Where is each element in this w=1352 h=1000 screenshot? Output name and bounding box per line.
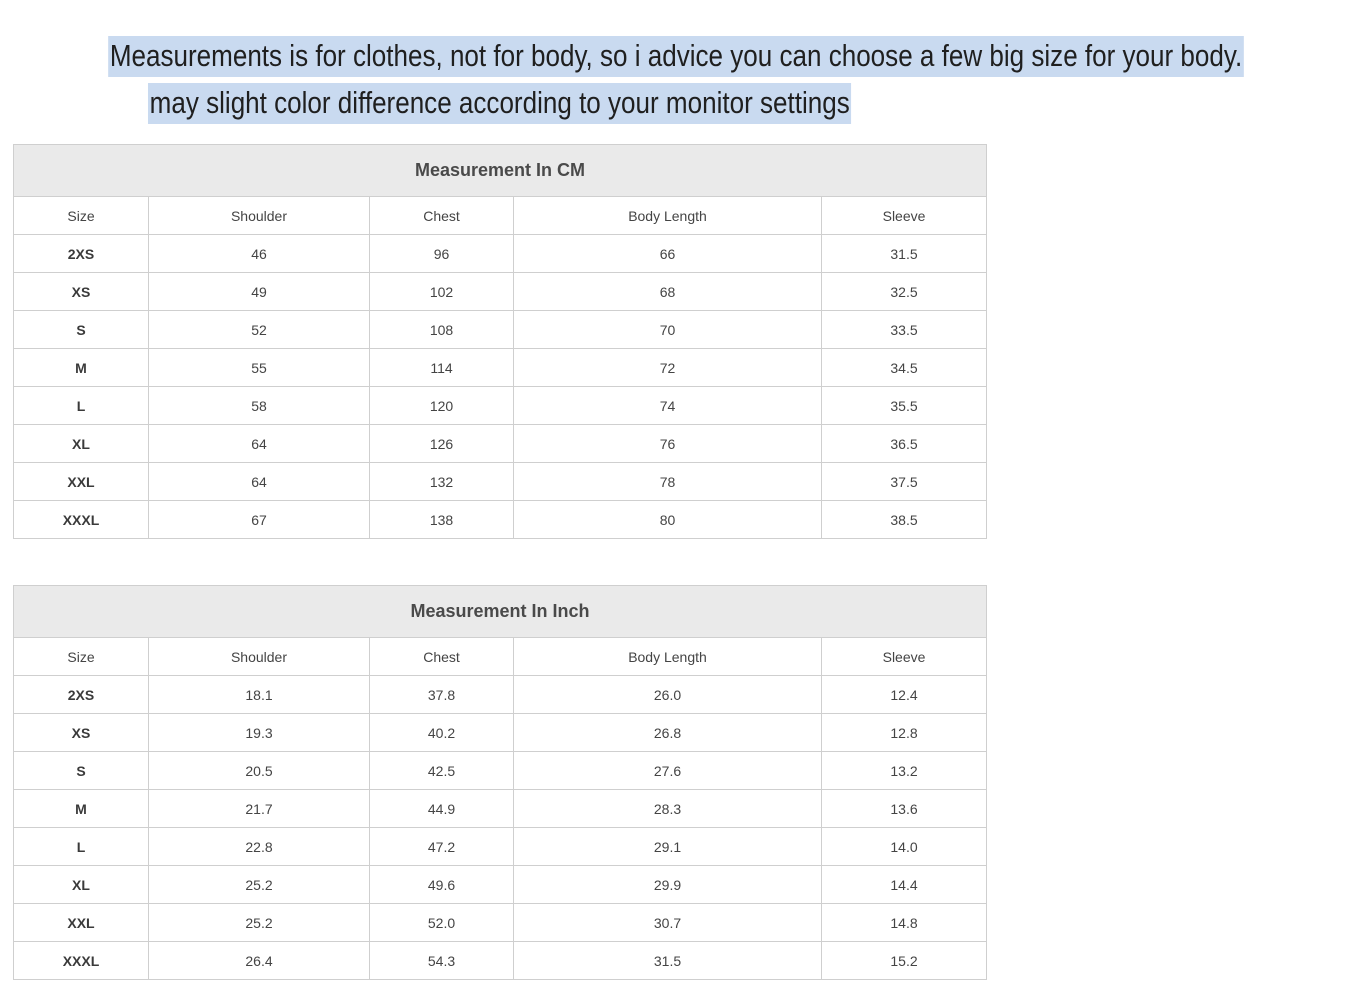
table-row bbox=[14, 942, 987, 980]
cell-body-length: 80 bbox=[514, 501, 822, 539]
cell-chest: 132 bbox=[370, 463, 514, 501]
cell-chest: 52.0 bbox=[370, 904, 514, 942]
cell-sleeve: 14.8 bbox=[822, 904, 987, 942]
notice-line-1: Measurements is for clothes, not for body, so i advice you can choose a few big size for your body. bbox=[108, 36, 1244, 77]
cell-body-length: 26.0 bbox=[514, 676, 822, 714]
table-title: Measurement In Inch bbox=[14, 586, 987, 638]
cell-sleeve: 34.5 bbox=[822, 349, 987, 387]
table-row bbox=[14, 904, 987, 942]
cell-size: L bbox=[14, 387, 149, 425]
table-row bbox=[14, 866, 987, 904]
cell-shoulder: 22.8 bbox=[149, 828, 370, 866]
cell-shoulder: 18.1 bbox=[149, 676, 370, 714]
column-header-chest: Chest bbox=[370, 638, 514, 676]
notice-line-2: may slight color difference according to your monitor settings bbox=[148, 83, 851, 124]
cell-chest: 47.2 bbox=[370, 828, 514, 866]
cell-size: XXXL bbox=[14, 501, 149, 539]
cell-shoulder: 46 bbox=[149, 235, 370, 273]
cell-size: XXL bbox=[14, 463, 149, 501]
table-title: Measurement In CM bbox=[14, 145, 987, 197]
table-header-row bbox=[14, 638, 987, 676]
cell-body-length: 31.5 bbox=[514, 942, 822, 980]
cell-chest: 37.8 bbox=[370, 676, 514, 714]
cell-body-length: 28.3 bbox=[514, 790, 822, 828]
cell-chest: 108 bbox=[370, 311, 514, 349]
table-title-row bbox=[14, 145, 987, 197]
cell-chest: 42.5 bbox=[370, 752, 514, 790]
cell-shoulder: 25.2 bbox=[149, 866, 370, 904]
cell-chest: 120 bbox=[370, 387, 514, 425]
cell-sleeve: 36.5 bbox=[822, 425, 987, 463]
cell-sleeve: 32.5 bbox=[822, 273, 987, 311]
table-row bbox=[14, 501, 987, 539]
table-row bbox=[14, 714, 987, 752]
cell-chest: 102 bbox=[370, 273, 514, 311]
column-header-sleeve: Sleeve bbox=[822, 638, 987, 676]
table-row bbox=[14, 676, 987, 714]
cell-body-length: 70 bbox=[514, 311, 822, 349]
cell-shoulder: 25.2 bbox=[149, 904, 370, 942]
cell-size: XS bbox=[14, 273, 149, 311]
table-row bbox=[14, 752, 987, 790]
cell-shoulder: 26.4 bbox=[149, 942, 370, 980]
cell-size: 2XS bbox=[14, 235, 149, 273]
table-row bbox=[14, 790, 987, 828]
cell-shoulder: 58 bbox=[149, 387, 370, 425]
table-title-row bbox=[14, 586, 987, 638]
column-header-shoulder: Shoulder bbox=[149, 638, 370, 676]
table-row bbox=[14, 387, 987, 425]
table-body bbox=[14, 676, 987, 980]
cell-body-length: 26.8 bbox=[514, 714, 822, 752]
cell-size: XXL bbox=[14, 904, 149, 942]
column-header-chest: Chest bbox=[370, 197, 514, 235]
size-table-cm bbox=[13, 144, 987, 539]
table-row bbox=[14, 828, 987, 866]
cell-sleeve: 37.5 bbox=[822, 463, 987, 501]
cell-shoulder: 67 bbox=[149, 501, 370, 539]
cell-sleeve: 38.5 bbox=[822, 501, 987, 539]
cell-shoulder: 52 bbox=[149, 311, 370, 349]
cell-body-length: 72 bbox=[514, 349, 822, 387]
cell-size: XS bbox=[14, 714, 149, 752]
column-header-sleeve: Sleeve bbox=[822, 197, 987, 235]
cell-sleeve: 12.8 bbox=[822, 714, 987, 752]
cell-chest: 44.9 bbox=[370, 790, 514, 828]
cell-shoulder: 20.5 bbox=[149, 752, 370, 790]
cell-sleeve: 14.4 bbox=[822, 866, 987, 904]
table-row bbox=[14, 273, 987, 311]
column-header-shoulder: Shoulder bbox=[149, 197, 370, 235]
cell-sleeve: 33.5 bbox=[822, 311, 987, 349]
cell-shoulder: 64 bbox=[149, 463, 370, 501]
table-row bbox=[14, 463, 987, 501]
cell-size: S bbox=[14, 752, 149, 790]
table-row bbox=[14, 311, 987, 349]
cell-size: XL bbox=[14, 425, 149, 463]
cell-body-length: 74 bbox=[514, 387, 822, 425]
cell-size: L bbox=[14, 828, 149, 866]
cell-sleeve: 35.5 bbox=[822, 387, 987, 425]
cell-size: XL bbox=[14, 866, 149, 904]
table-row bbox=[14, 235, 987, 273]
cell-size: M bbox=[14, 349, 149, 387]
column-header-size: Size bbox=[14, 197, 149, 235]
cell-sleeve: 14.0 bbox=[822, 828, 987, 866]
cell-chest: 96 bbox=[370, 235, 514, 273]
cell-body-length: 66 bbox=[514, 235, 822, 273]
table-row bbox=[14, 425, 987, 463]
cell-chest: 40.2 bbox=[370, 714, 514, 752]
cell-size: 2XS bbox=[14, 676, 149, 714]
cell-shoulder: 49 bbox=[149, 273, 370, 311]
cell-size: M bbox=[14, 790, 149, 828]
cell-chest: 138 bbox=[370, 501, 514, 539]
cell-body-length: 78 bbox=[514, 463, 822, 501]
table-body bbox=[14, 235, 987, 539]
cell-sleeve: 31.5 bbox=[822, 235, 987, 273]
cell-body-length: 68 bbox=[514, 273, 822, 311]
column-header-body-length: Body Length bbox=[514, 197, 822, 235]
cell-size: XXXL bbox=[14, 942, 149, 980]
cell-size: S bbox=[14, 311, 149, 349]
column-header-size: Size bbox=[14, 638, 149, 676]
cell-sleeve: 15.2 bbox=[822, 942, 987, 980]
cell-body-length: 76 bbox=[514, 425, 822, 463]
table-row bbox=[14, 349, 987, 387]
cell-shoulder: 19.3 bbox=[149, 714, 370, 752]
notice-banner bbox=[0, 36, 1243, 124]
column-header-body-length: Body Length bbox=[514, 638, 822, 676]
cell-shoulder: 64 bbox=[149, 425, 370, 463]
cell-sleeve: 12.4 bbox=[822, 676, 987, 714]
cell-chest: 49.6 bbox=[370, 866, 514, 904]
cell-sleeve: 13.6 bbox=[822, 790, 987, 828]
cell-chest: 126 bbox=[370, 425, 514, 463]
cell-sleeve: 13.2 bbox=[822, 752, 987, 790]
cell-body-length: 29.9 bbox=[514, 866, 822, 904]
cell-shoulder: 55 bbox=[149, 349, 370, 387]
cell-body-length: 29.1 bbox=[514, 828, 822, 866]
cell-chest: 114 bbox=[370, 349, 514, 387]
cell-chest: 54.3 bbox=[370, 942, 514, 980]
cell-body-length: 30.7 bbox=[514, 904, 822, 942]
cell-body-length: 27.6 bbox=[514, 752, 822, 790]
size-table-inch bbox=[13, 585, 987, 980]
table-header-row bbox=[14, 197, 987, 235]
cell-shoulder: 21.7 bbox=[149, 790, 370, 828]
